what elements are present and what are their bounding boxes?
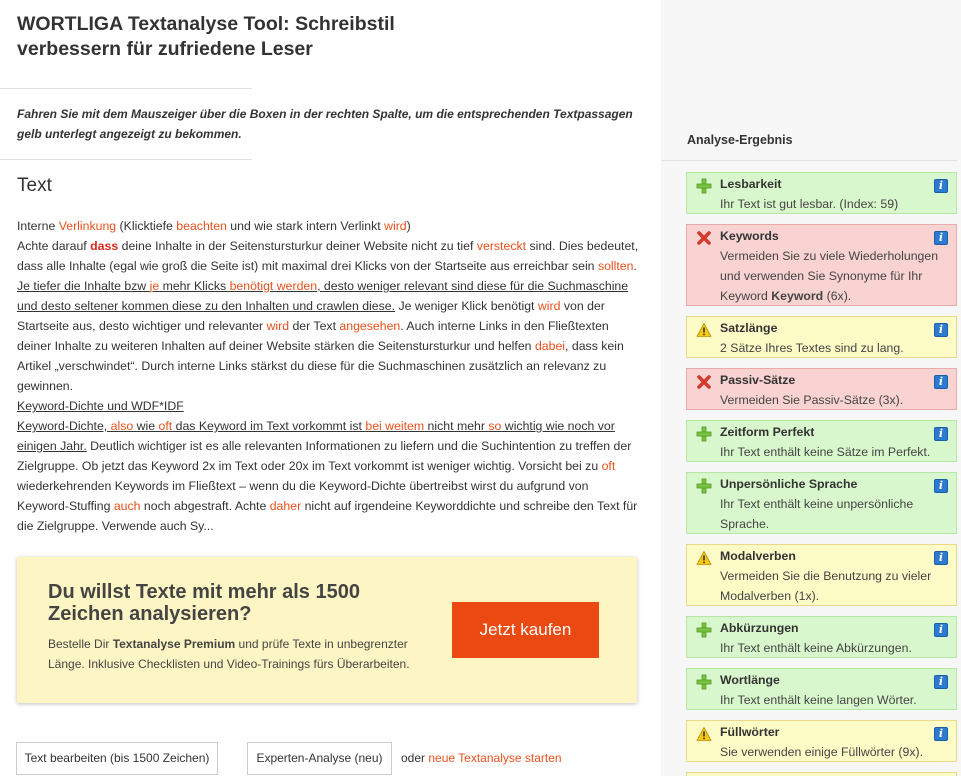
card-title: Unpersönliche Sprache [720, 477, 858, 491]
cross-icon [696, 230, 712, 246]
section-heading: Text [17, 175, 52, 196]
result-card-wortlaenge[interactable] [686, 668, 957, 710]
result-card-zeitform[interactable] [686, 420, 957, 462]
card-text: Ihr Text enthält keine Sätze im Perfekt. [720, 445, 931, 459]
result-card-keywords[interactable] [686, 224, 957, 306]
warning-icon [696, 550, 712, 566]
card-title: Lesbarkeit [720, 177, 782, 191]
info-icon[interactable]: i [934, 551, 948, 565]
long-sentence: Keyword-Dichte, also wie oft das Keyword im Text vorkommt ist bei weitem nicht mehr so wichtig wie noch vor einigen Jahr. [17, 419, 615, 453]
highlight[interactable]: auch [113, 499, 141, 513]
highlight[interactable]: bei weitem [365, 419, 425, 433]
highlight[interactable]: daher [269, 499, 302, 513]
highlight[interactable]: wird [384, 219, 407, 233]
page-title: WORTLIGA Textanalyse Tool: Schreibstil verbessern für zufriedene Leser [17, 13, 395, 60]
result-card-satzlaenge[interactable] [686, 316, 957, 358]
highlight[interactable]: versteckt [476, 239, 527, 253]
highlight[interactable]: so [488, 419, 502, 433]
plus-icon [696, 178, 712, 194]
divider [661, 160, 957, 161]
promo-text: Bestelle Dir Textanalyse Premium und prüfe Texte in unbegrenzter Länge. Inklusive Checklisten und Video-Trainings fürs Überarbeiten. [48, 637, 410, 671]
highlight[interactable]: also [110, 419, 134, 433]
card-title: Keywords [720, 229, 779, 243]
divider [0, 159, 252, 160]
premium-promo-box [17, 557, 637, 703]
plus-icon [696, 674, 712, 690]
highlight[interactable]: wird [537, 299, 561, 313]
analysis-sidebar [661, 0, 961, 776]
result-card-passiv[interactable] [686, 368, 957, 410]
divider [0, 88, 252, 89]
card-title: Abkürzungen [720, 621, 799, 635]
card-text: Ihr Text ist gut lesbar. (Index: 59) [720, 197, 899, 211]
highlight[interactable]: wird [266, 319, 290, 333]
info-icon[interactable]: i [934, 675, 948, 689]
result-card-partial[interactable] [686, 772, 957, 776]
card-title: Satzlänge [720, 321, 778, 335]
result-card-fuellwoerter[interactable] [686, 720, 957, 762]
warning-icon [696, 726, 712, 742]
promo-title: Du willst Texte mit mehr als 1500 Zeichen analysieren? [48, 581, 360, 625]
text-paragraph: Achte darauf dass deine Inhalte in der Seitenstursturkur deiner Website nicht zu tief versteckt sind. Dies bedeutet, dass alle Inhalte (egal wie groß die Seite ist) mit maximal drei Klicks von der Startseite aus erreichbar sein sollten. Je tiefer die Inhalte bzw je mehr Klicks benötigt werden, desto weniger relevant sind diese für die Suchmaschine und desto seltener kommen diese zu den Inhalten und crawlen diese. Je weniger Klick benötigt wird von der Startseite aus, desto wichtiger und relevanter wird der Text angesehen. Auch interne Links in den Fließtexten deiner Inhalte zu weiteren Inhalten auf deiner Website stärken die Seitenstursturkur und helfen dabei, dass kein Artikel „verschwindet“. Durch interne Links stärkst du diese für die Suchmaschinen zusätzlich an relevanz zu gewinnen. [17, 239, 639, 393]
warning-icon [696, 322, 712, 338]
info-icon[interactable]: i [934, 427, 948, 441]
card-text: Ihr Text enthält keine langen Wörter. [720, 693, 917, 707]
plus-icon [696, 478, 712, 494]
card-text: 2 Sätze Ihres Textes sind zu lang. [720, 341, 904, 355]
info-icon[interactable]: i [934, 231, 948, 245]
plus-icon [696, 426, 712, 442]
subheading-line: Keyword-Dichte und WDF*IDF [17, 399, 184, 413]
highlight-keyword[interactable]: dass [90, 239, 119, 253]
highlight[interactable]: sollten [597, 259, 634, 273]
new-analysis-link[interactable]: neue Textanalyse starten [428, 751, 562, 765]
card-text: Vermeiden Sie Passiv-Sätze (3x). [720, 393, 904, 407]
highlight[interactable]: Verlinkung [58, 219, 117, 233]
new-analysis-row: oder neue Textanalyse starten [401, 751, 562, 765]
card-title: Modalverben [720, 549, 796, 563]
result-card-modalverben[interactable] [686, 544, 957, 606]
plus-icon [696, 622, 712, 638]
text-line: Interne Verlinkung (Klicktiefe beachten und wie stark intern Verlinkt wird) [17, 219, 411, 233]
highlight[interactable]: beachten [176, 219, 227, 233]
info-icon[interactable]: i [934, 375, 948, 389]
edit-text-button[interactable]: Text bearbeiten (bis 1500 Zeichen) [16, 742, 218, 775]
result-card-abkuerzungen[interactable] [686, 616, 957, 658]
expert-analysis-button[interactable]: Experten-Analyse (neu) [247, 742, 392, 775]
highlight[interactable]: dabei [534, 339, 566, 353]
info-icon[interactable]: i [934, 623, 948, 637]
card-title: Wortlänge [720, 673, 780, 687]
card-text: Vermeiden Sie die Benutzung zu vieler Modalverben (1x). [720, 569, 932, 603]
info-icon[interactable]: i [934, 727, 948, 741]
result-card-unpersoenlich[interactable] [686, 472, 957, 534]
text-paragraph: Keyword-Dichte, also wie oft das Keyword im Text vorkommt ist bei weitem nicht mehr so wichtig wie noch vor einigen Jahr. Deutlich wichtiger ist es alle relevanten Informationen zu liefern und die Suchintention zu treffen der Zielgruppe. Ob jetzt das Keyword 2x im Text oder 20x im Text vorkommt ist weniger wichtig. Vorsicht bei zu oft wiederkehrenden Keywords im Fließtext – wenn du die Keyword-Dichte übertreibst wirst du aufgrund von Keyword-Stuffing auch noch abgestraft. Achte daher nicht auf irgendeine Keyworddichte und schreibe den Text für die Zielgruppe. Verwende auch Sy... [17, 419, 638, 533]
highlight[interactable]: oft [601, 459, 616, 473]
intro-text: Fahren Sie mit dem Mauszeiger über die Boxen in der rechten Spalte, um die entsprechenden Textpassagen gelb unterlegt angezeigt zu bekommen. [17, 107, 633, 141]
highlight[interactable]: benötigt werden [229, 279, 318, 293]
result-card-lesbarkeit[interactable] [686, 172, 957, 214]
highlight[interactable]: angesehen [339, 319, 401, 333]
sidebar-title: Analyse-Ergebnis [687, 133, 793, 147]
card-text: Ihr Text enthält keine unpersönliche Sprache. [720, 497, 914, 531]
highlight[interactable]: oft [158, 419, 173, 433]
card-title: Füllwörter [720, 725, 780, 739]
analyzed-text [17, 216, 642, 536]
card-text: Vermeiden Sie zu viele Wiederholungen und verwenden Sie Synonyme für Ihr Keyword Keyword (6x). [720, 249, 939, 303]
cross-icon [696, 374, 712, 390]
highlight[interactable]: je [149, 279, 160, 293]
card-text: Sie verwenden einige Füllwörter (9x). [720, 745, 923, 759]
info-icon[interactable]: i [934, 179, 948, 193]
long-sentence: Je tiefer die Inhalte bzw je mehr Klicks benötigt werden, desto weniger relevant sind diese für die Suchmaschine und desto seltener kommen diese zu den Inhalten und crawlen diese. [17, 279, 629, 313]
info-icon[interactable]: i [934, 479, 948, 493]
card-title: Passiv-Sätze [720, 373, 796, 387]
card-text: Ihr Text enthält keine Abkürzungen. [720, 641, 912, 655]
info-icon[interactable]: i [934, 323, 948, 337]
buy-now-button[interactable]: Jetzt kaufen [452, 602, 599, 658]
card-title: Zeitform Perfekt [720, 425, 815, 439]
